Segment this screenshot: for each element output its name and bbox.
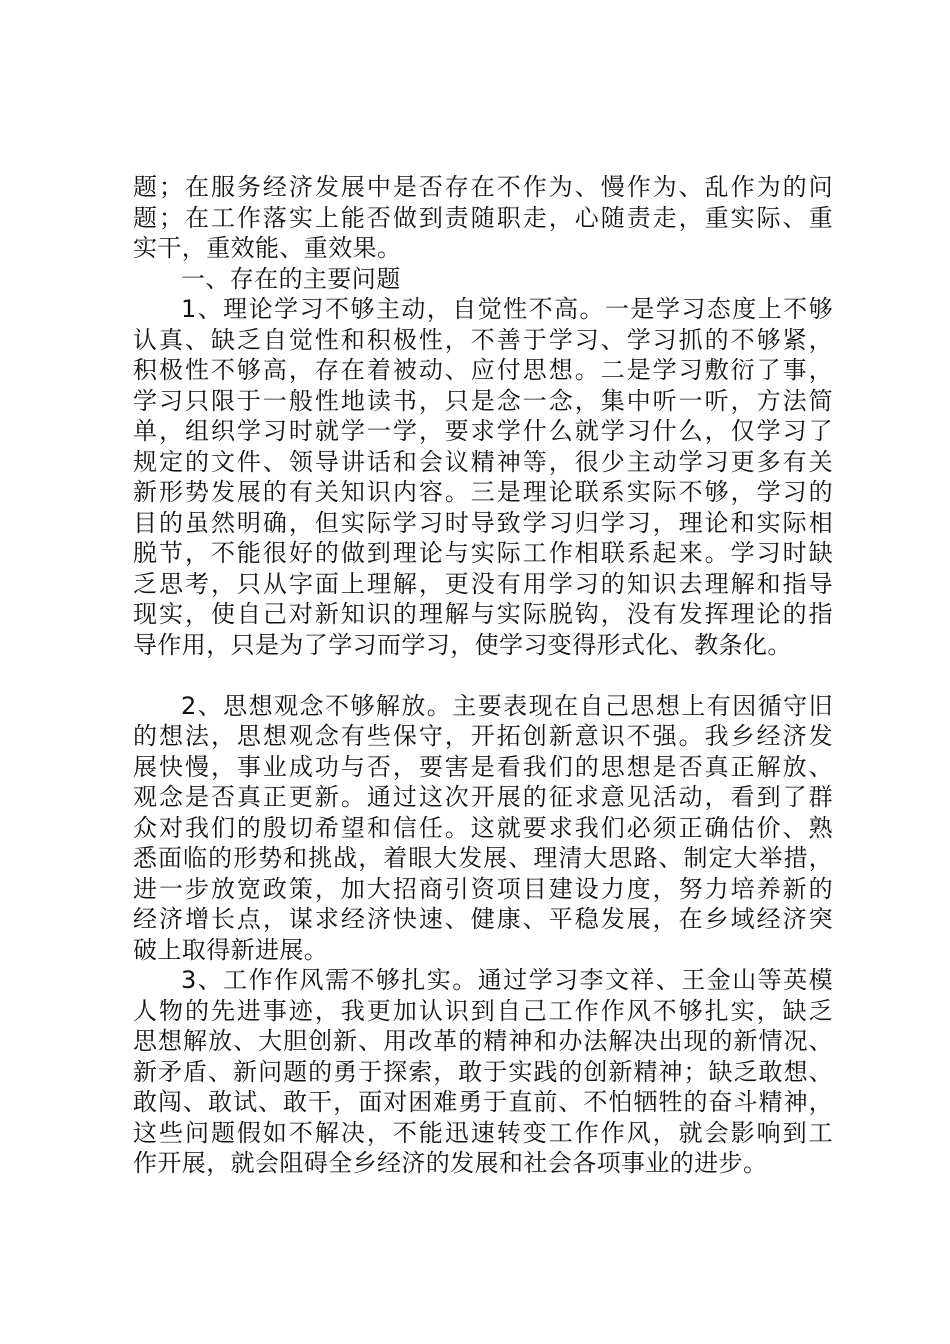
text-line: 新形势发展的有关知识内容。三是理论联系实际不够，学习的 bbox=[133, 478, 833, 506]
text-line: 展快慢，事业成功与否，要害是看我们的思想是否真正解放、 bbox=[133, 752, 833, 781]
text-line: 乏思考，只从字面上理解，更没有用学习的知识去理解和指导 bbox=[133, 569, 833, 598]
text-line: 破上取得新进展。 bbox=[133, 935, 329, 964]
text-line: 单，组织学习时就学一学，要求学什么就学习什么，仅学习了 bbox=[133, 417, 833, 445]
text-line: 众对我们的殷切希望和信任。这就要求我们必须正确估价、熟 bbox=[133, 813, 833, 842]
text-line: 观念是否真正更新。通过这次开展的征求意见活动，看到了群 bbox=[133, 783, 833, 811]
text-line: 脱节，不能很好的做到理论与实际工作相联系起来。学习时缺 bbox=[133, 539, 833, 567]
text-line: 的想法，思想观念有些保守，开拓创新意识不强。我乡经济发 bbox=[133, 722, 833, 750]
text-line: 经济增长点，谋求经济快速、健康、平稳发展，在乡域经济突 bbox=[133, 905, 833, 933]
text-line: 认真、缺乏自觉性和积极性，不善于学习、学习抓的不够紧， bbox=[133, 325, 833, 354]
text-line: 人物的先进事迹，我更加认识到自己工作作风不够扎实，缺乏 bbox=[133, 996, 833, 1025]
document-body bbox=[133, 172, 833, 1179]
text-line: 现实，使自己对新知识的理解与实际脱钩，没有发挥理论的指 bbox=[133, 600, 833, 628]
text-line: 思想解放、大胆创新、用改革的精神和办法解决出现的新情况、 bbox=[133, 1027, 833, 1055]
text-line: 目的虽然明确，但实际学习时导致学习归学习，理论和实际相 bbox=[133, 508, 833, 537]
text-line: 导作用，只是为了学习而学习，使学习变得形式化、教条化。 bbox=[133, 630, 792, 659]
text-line: 作开展，就会阻碍全乡经济的发展和社会各项事业的进步。 bbox=[133, 1149, 768, 1177]
text-line: 题；在服务经济发展中是否存在不作为、慢作为、乱作为的问 bbox=[133, 173, 833, 201]
text-line: 1、理论学习不够主动，自觉性不高。一是学习态度上不够 bbox=[181, 295, 833, 323]
text-line: 这些问题假如不解决，不能迅速转变工作作风，就会影响到工 bbox=[133, 1118, 833, 1147]
text-line: 实干，重效能、重效果。 bbox=[133, 234, 402, 262]
text-line: 积极性不够高，存在着被动、应付思想。二是学习敷衍了事， bbox=[133, 356, 833, 384]
text-line: 题；在工作落实上能否做到责随职走，心随责走，重实际、重 bbox=[133, 203, 833, 232]
text-line: 进一步放宽政策，加大招商引资项目建设力度，努力培养新的 bbox=[133, 874, 833, 903]
text-line: 新矛盾、新问题的勇于探索，敢于实践的创新精神；缺乏敢想、 bbox=[133, 1057, 833, 1086]
text-line: 3、工作作风需不够扎实。通过学习李文祥、王金山等英模 bbox=[181, 966, 833, 994]
text-line: 规定的文件、领导讲话和会议精神等，很少主动学习更多有关 bbox=[133, 447, 833, 476]
text-line: 敢闯、敢试、敢干，面对困难勇于直前、不怕牺牲的奋斗精神， bbox=[133, 1088, 833, 1116]
text-line: 学习只限于一般性地读书，只是念一念，集中听一听，方法简 bbox=[133, 386, 833, 415]
text-line: 2、思想观念不够解放。主要表现在自己思想上有因循守旧 bbox=[181, 691, 833, 720]
text-line: 悉面临的形势和挑战，着眼大发展、理清大思路、制定大举措， bbox=[133, 844, 833, 872]
paragraph-gap bbox=[133, 660, 833, 691]
section-heading: 一、存在的主要问题 bbox=[181, 264, 401, 293]
